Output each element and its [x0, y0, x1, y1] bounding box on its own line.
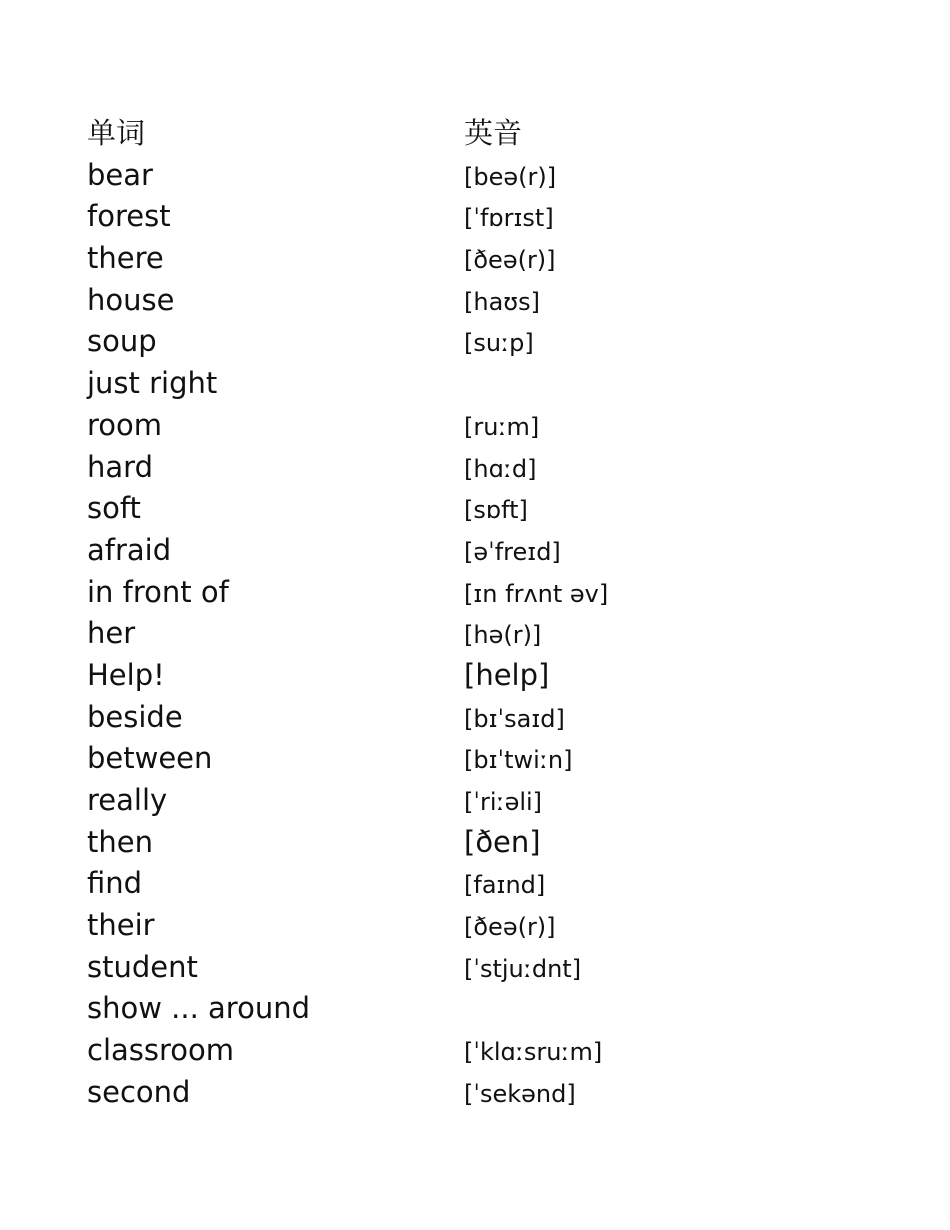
- table-row: [87, 196, 707, 238]
- table-row: [87, 1030, 707, 1072]
- word-cell: there: [87, 241, 164, 276]
- word-cell: room: [87, 407, 163, 442]
- ipa-cell: [hɑːd]: [464, 454, 537, 483]
- word-cell: in front of: [87, 574, 229, 609]
- word-cell: afraid: [87, 532, 172, 567]
- word-cell: hard: [87, 449, 153, 484]
- ipa-cell: [suːp]: [464, 329, 534, 358]
- header-word-label: 单词: [87, 116, 146, 150]
- ipa-cell: [hə(r)]: [464, 621, 542, 650]
- table-row: [87, 321, 707, 363]
- table-row: [87, 738, 707, 780]
- table-row: [87, 1072, 707, 1114]
- table-row: [87, 822, 707, 864]
- ipa-cell: [ðeə(r)]: [464, 246, 556, 275]
- ipa-cell: [ˈsekənd]: [464, 1079, 576, 1108]
- word-cell: then: [87, 824, 153, 859]
- table-row: [87, 988, 707, 1030]
- word-cell: bear: [87, 157, 153, 192]
- table-row: [87, 572, 707, 614]
- table-row: [87, 530, 707, 572]
- table-row: [87, 697, 707, 739]
- ipa-cell: [bɪˈsaɪd]: [464, 704, 565, 733]
- ipa-cell: [ðen]: [464, 824, 541, 859]
- table-row: [87, 447, 707, 489]
- ipa-cell: [ˈriːəli]: [464, 788, 543, 816]
- word-cell: her: [87, 616, 136, 651]
- ipa-cell: [ˈklɑːsruːm]: [464, 1038, 603, 1067]
- table-row: [87, 613, 707, 655]
- table-row: [87, 655, 707, 697]
- ipa-cell: [sɒft]: [464, 496, 528, 525]
- table-row: [87, 905, 707, 947]
- ipa-cell: [ðeə(r)]: [464, 913, 556, 942]
- word-cell: second: [87, 1074, 191, 1109]
- table-row: [87, 947, 707, 989]
- word-cell: show ... around: [87, 991, 311, 1026]
- word-cell: forest: [87, 199, 171, 234]
- table-row: [87, 405, 707, 447]
- ipa-cell: [ɪn frʌnt əv]: [464, 579, 609, 608]
- word-cell: Help!: [87, 657, 165, 692]
- table-row: [87, 280, 707, 322]
- ipa-cell: [help]: [464, 657, 550, 692]
- header-ipa-label: 英音: [464, 116, 523, 150]
- ipa-cell: [ˈstjuːdnt]: [464, 954, 582, 983]
- ipa-cell: [əˈfreɪd]: [464, 537, 561, 566]
- word-cell: their: [87, 908, 155, 943]
- table-row: [87, 363, 707, 405]
- table-row: [87, 488, 707, 530]
- ipa-cell: [ruːm]: [464, 412, 540, 441]
- word-cell: find: [87, 866, 143, 901]
- word-cell: beside: [87, 699, 183, 734]
- ipa-cell: [faɪnd]: [464, 871, 546, 900]
- word-cell: really: [87, 783, 168, 817]
- word-cell: just right: [87, 366, 218, 401]
- word-cell: student: [87, 949, 198, 984]
- word-cell: soup: [87, 324, 157, 359]
- table-row: [87, 155, 707, 197]
- vocabulary-table: [87, 113, 707, 1114]
- word-cell: soft: [87, 491, 141, 526]
- ipa-cell: [beə(r)]: [464, 162, 557, 191]
- ipa-cell: [ˈfɒrɪst]: [464, 204, 554, 233]
- word-cell: classroom: [87, 1033, 235, 1068]
- table-row: [87, 780, 707, 822]
- table-header: [87, 113, 707, 155]
- word-cell: house: [87, 282, 175, 317]
- ipa-cell: [bɪˈtwiːn]: [464, 746, 573, 775]
- ipa-cell: [haʊs]: [464, 287, 540, 316]
- table-row: [87, 238, 707, 280]
- word-cell: between: [87, 741, 213, 776]
- table-row: [87, 863, 707, 905]
